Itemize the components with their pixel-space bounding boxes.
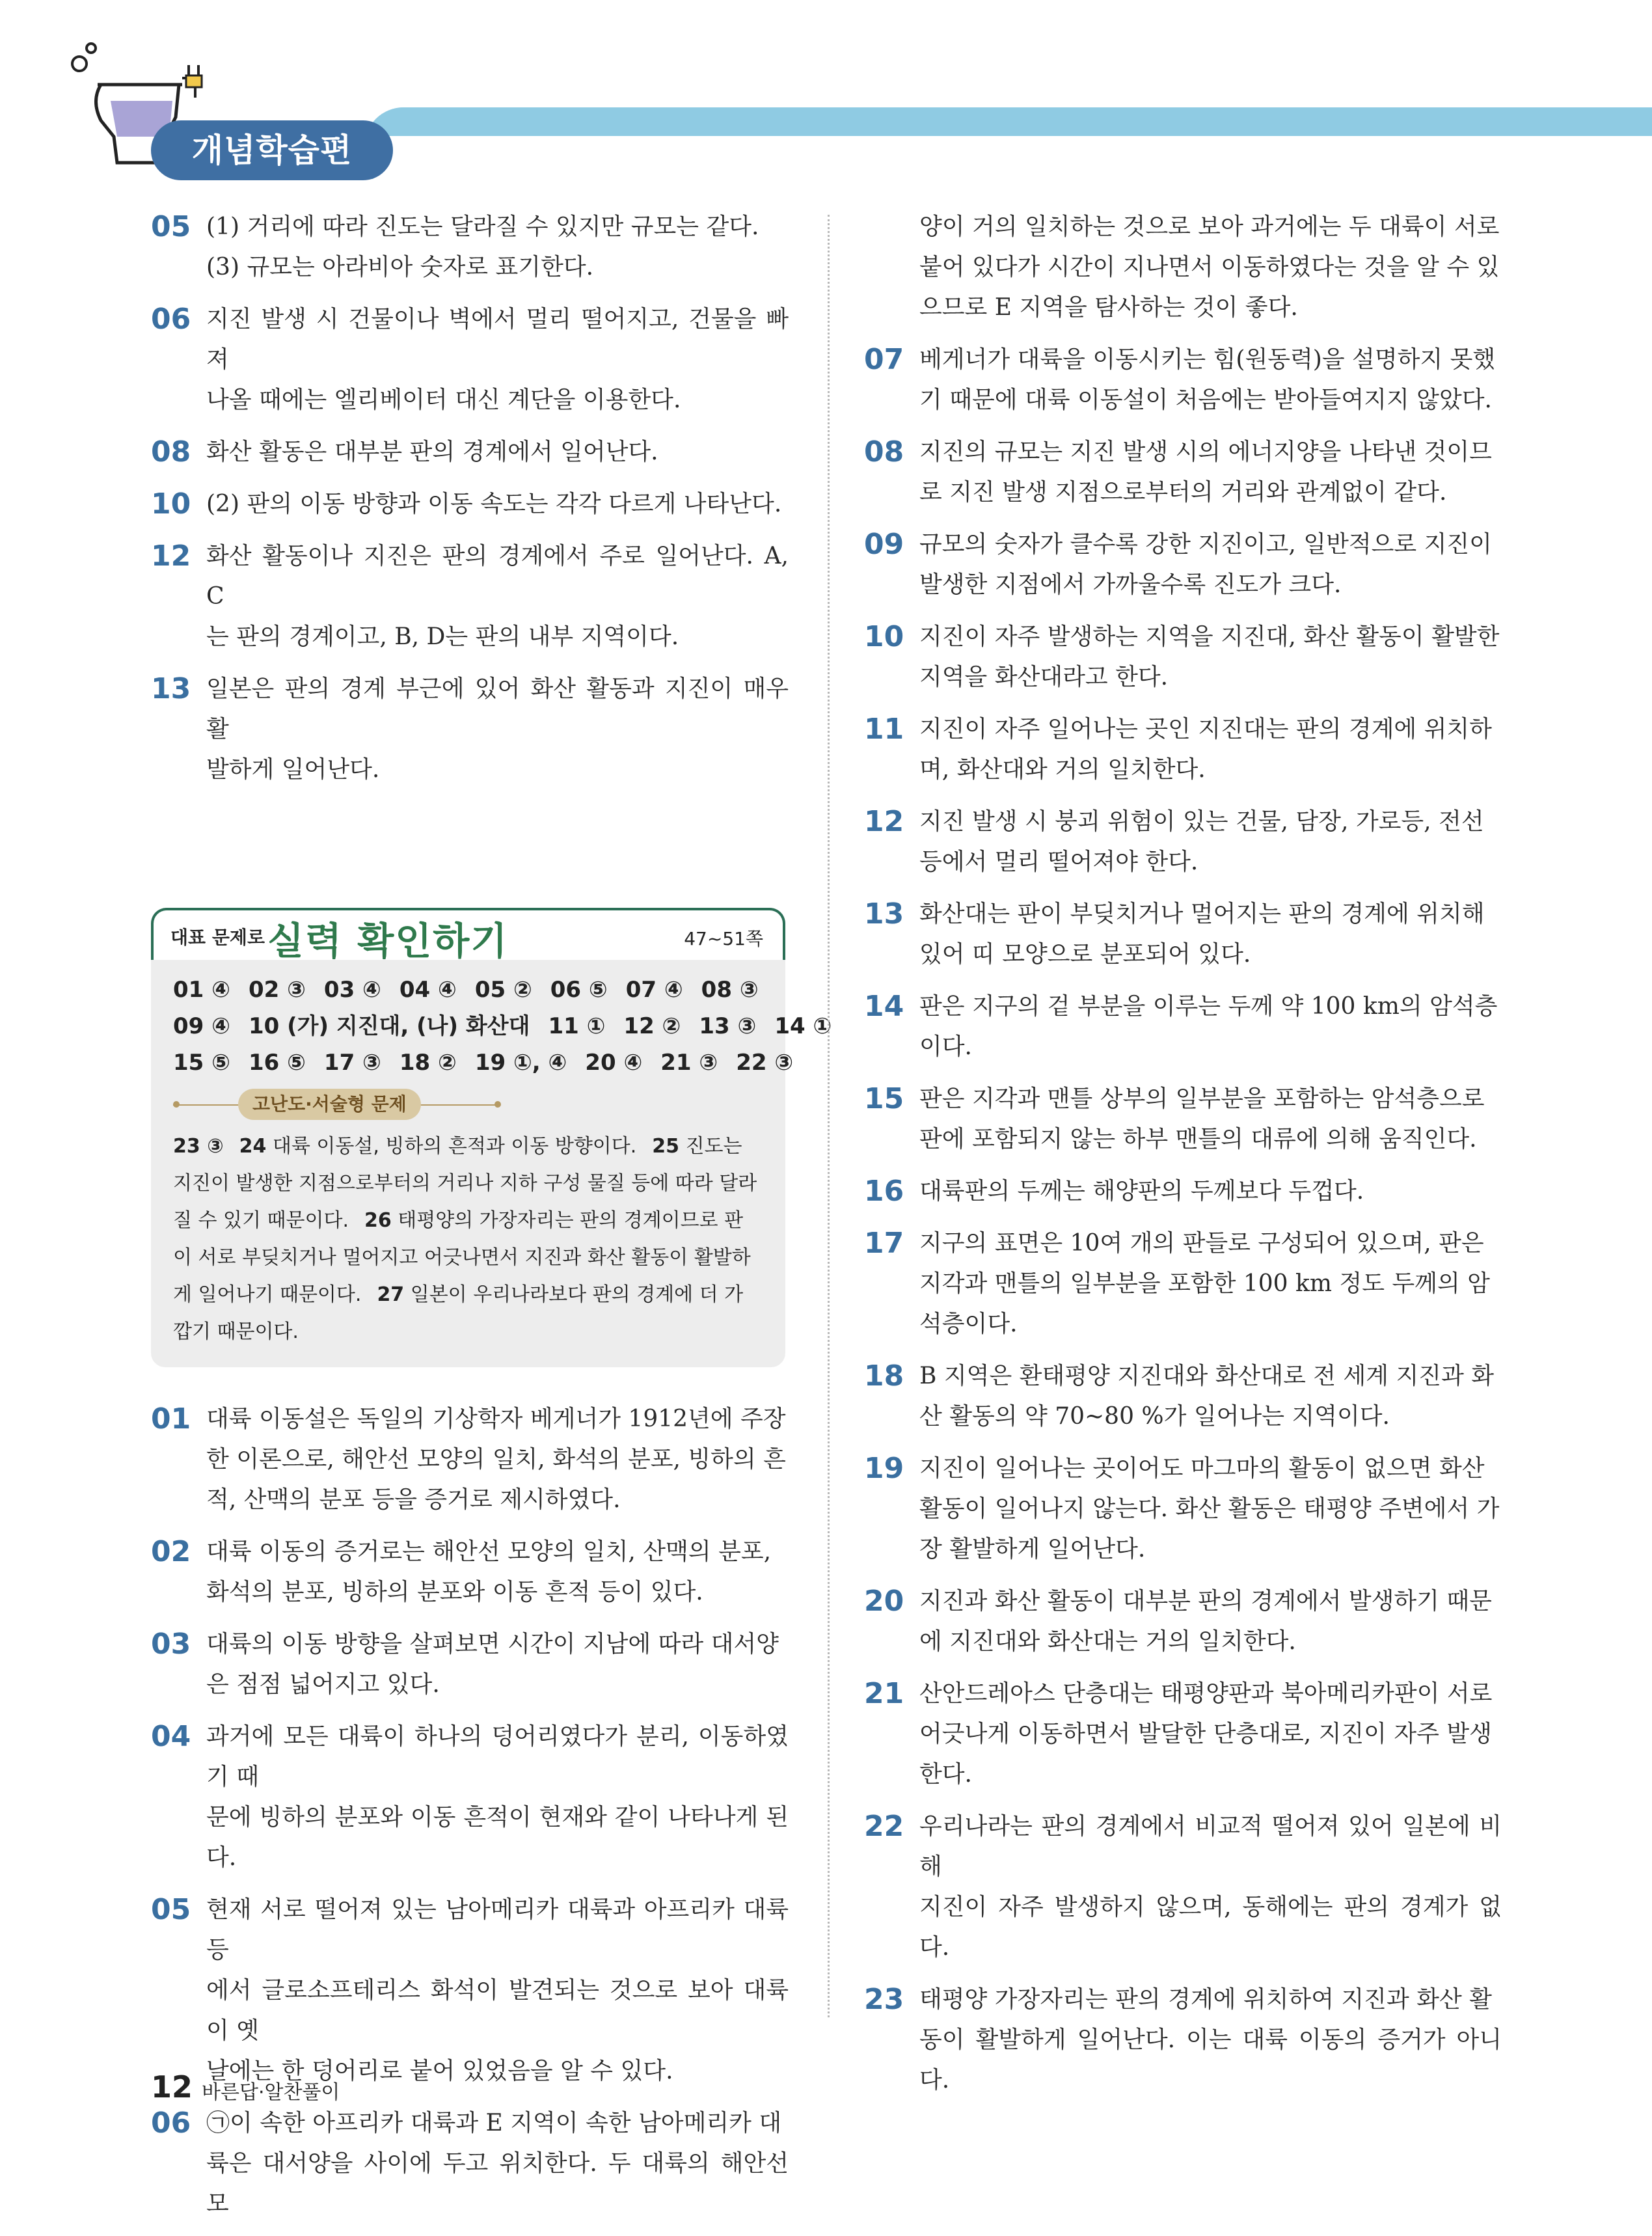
answer-text: [206, 1717, 789, 1878]
answer-key: 13 ③: [699, 1013, 757, 1039]
answer-number: 14: [864, 990, 904, 1023]
answer-number: 12: [151, 539, 191, 573]
answer-text: [206, 299, 789, 420]
answer-text: [919, 340, 1502, 420]
answer-key-row: [173, 1044, 794, 1081]
answer-key: 21 ③: [660, 1050, 718, 1076]
right-answers: [864, 340, 1502, 2101]
answer-key: 08 ③: [701, 977, 759, 1003]
answer-number: 04: [151, 1720, 191, 1753]
answer-line: (1) 거리에 따라 진도는 달라질 수 있지만 규모는 같다.: [206, 213, 759, 240]
answer-key: 17 ③: [323, 1050, 381, 1076]
answer-line: 며, 화산대와 거의 일치한다.: [919, 756, 1206, 783]
descriptive-text: 태평양의 가장자리는 판의 경계이므로 판: [391, 1209, 744, 1232]
answer-item: [864, 340, 1502, 420]
answer-text: [919, 1171, 1502, 1212]
answer-line: 동이 활발하게 일어난다. 이는 대륙 이동의 증거가 아니다.: [919, 2026, 1502, 2093]
advanced-problems-divider: [173, 1085, 766, 1124]
answer-text: [206, 1399, 789, 1520]
left-bottom-answers: [151, 1399, 789, 2236]
answer-line: 지진이 자주 일어나는 곳인 지진대는 판의 경계에 위치하: [919, 716, 1492, 743]
answer-line: 나올 때에는 엘리베이터 대신 계단을 이용한다.: [206, 387, 681, 413]
descriptive-text: 대륙 이동설, 빙하의 흔적과 이동 방향이다.: [266, 1135, 637, 1158]
answer-number: 06: [151, 303, 191, 336]
answer-line: 화산 활동이나 지진은 판의 경계에서 주로 일어난다. A, C: [206, 543, 789, 610]
answer-item: [864, 1980, 1502, 2101]
answer-number: 17: [864, 1227, 904, 1260]
answer-line: 어긋나게 이동하면서 발달한 단층대로, 지진이 자주 발생: [919, 1721, 1492, 1747]
answer-item: [864, 802, 1502, 882]
answer-number: 06: [151, 2106, 191, 2140]
answer-line: 일본은 판의 경계 부근에 있어 화산 활동과 지진이 매우 활: [206, 675, 789, 743]
answer-number: 22: [864, 1810, 904, 1843]
descriptive-text: 깝기 때문이다.: [173, 1320, 299, 1343]
answer-line: 는 판의 경계이고, B, D는 판의 내부 지역이다.: [206, 623, 679, 650]
answer-key: 19 ①, ④: [474, 1050, 567, 1076]
answer-key: 10 (가) 지진대, (나) 화산대: [248, 1013, 530, 1039]
answer-text: [919, 1980, 1502, 2101]
answer-key: 09 ④: [173, 1013, 230, 1039]
answer-line: 으므로 E 지역을 탐사하는 것이 좋다.: [919, 294, 1298, 321]
answer-key: 06 ⑤: [550, 977, 608, 1003]
answer-item: [864, 709, 1502, 790]
answer-item: [151, 299, 789, 420]
descriptive-line: [173, 1239, 766, 1276]
answer-item: [864, 1223, 1502, 1344]
answer-key: 02 ③: [248, 977, 306, 1003]
answer-line: (3) 규모는 아라비아 숫자로 표기한다.: [206, 254, 594, 280]
descriptive-text: 게 일어나기 때문이다.: [173, 1283, 362, 1306]
answer-box-pages: 47~51쪽: [684, 928, 763, 949]
answer-line: 규모의 숫자가 클수록 강한 지진이고, 일반적으로 지진이: [919, 531, 1492, 558]
answer-line: 지구의 표면은 10여 개의 판들로 구성되어 있으며, 판은: [919, 1230, 1484, 1257]
answer-item: [864, 1171, 1502, 1212]
answer-item: [151, 1624, 789, 1705]
right-column: [864, 207, 1502, 2112]
answer-line: 장 활발하게 일어난다.: [919, 1536, 1146, 1562]
answer-number: 16: [864, 1175, 904, 1208]
divider-dot: [494, 1101, 501, 1108]
answer-box-header: [151, 908, 785, 963]
answer-line: 대륙 이동설은 독일의 기상학자 베게너가 1912년에 주장: [206, 1406, 786, 1432]
answer-line: 지각과 맨틀의 일부분을 포함한 100 km 정도 두께의 암: [919, 1270, 1490, 1297]
answer-line: 판에 포함되지 않는 하부 맨틀의 대류에 의해 움직인다.: [919, 1126, 1477, 1152]
answer-number: 02: [151, 1535, 191, 1568]
answer-item: [864, 987, 1502, 1067]
answer-number: 12: [864, 805, 904, 838]
answer-line: 적, 산맥의 분포 등을 증거로 제시하였다.: [206, 1486, 621, 1513]
answer-key: 18 ②: [399, 1050, 457, 1076]
answer-key: 12 ②: [623, 1013, 681, 1039]
answer-number: 05: [151, 210, 191, 243]
answer-item: [151, 1399, 789, 1520]
answer-line: 산안드레아스 단층대는 태평양판과 북아메리카판이 서로: [919, 1680, 1493, 1707]
answer-line: 대륙판의 두께는 해양판의 두께보다 두껍다.: [919, 1178, 1364, 1205]
answer-key: 01 ④: [173, 977, 230, 1003]
answer-line: 에 지진대와 화산대는 거의 일치한다.: [919, 1628, 1296, 1655]
answer-item: [151, 484, 789, 525]
descriptive-line: [173, 1276, 766, 1313]
answer-line: 과거에 모든 대륙이 하나의 덩어리였다가 분리, 이동하였기 때: [206, 1723, 789, 1790]
answer-text: [206, 1624, 789, 1705]
answer-line: 지진의 규모는 지진 발생 시의 에너지양을 나타낸 것이므: [919, 439, 1492, 465]
answer-item: [864, 1079, 1502, 1160]
answer-number: 20: [864, 1585, 904, 1618]
answer-number: 13: [151, 672, 191, 705]
answer-text: [919, 1449, 1502, 1570]
descriptive-text: 지진이 발생한 지점으로부터의 거리나 지하 구성 물질 등에 따라 달라: [173, 1172, 757, 1195]
answer-number: 19: [864, 1452, 904, 1485]
section-label: 개념학습편: [151, 120, 393, 180]
answer-number: 09: [864, 528, 904, 561]
answer-number: 23: [864, 1983, 904, 2016]
answer-item: [864, 432, 1502, 513]
descriptive-line: [173, 1128, 766, 1165]
answer-text: [206, 484, 789, 525]
answer-text: [206, 1532, 789, 1613]
answer-text: [919, 617, 1502, 698]
answer-text: [206, 1890, 789, 2092]
answer-item: [151, 2103, 789, 2224]
answer-line: ㉠이 속한 아프리카 대륙과 E 지역이 속한 남아메리카 대: [206, 2110, 782, 2136]
answer-text: [919, 1807, 1502, 1968]
answer-line: 한 이론으로, 해안선 모양의 일치, 화석의 분포, 빙하의 흔: [206, 1446, 786, 1473]
question-number: 23 ③: [173, 1135, 224, 1158]
answer-text: [919, 802, 1502, 882]
descriptive-text: 일본이 우리나라보다 판의 경계에 더 가: [404, 1283, 744, 1306]
descriptive-line: [173, 1313, 766, 1350]
answer-text: [206, 207, 789, 288]
answer-text: [919, 709, 1502, 790]
answer-key: 20 ④: [585, 1050, 643, 1076]
answer-line: 화석의 분포, 빙하의 분포와 이동 흔적 등이 있다.: [206, 1579, 703, 1605]
continued-text: [919, 207, 1502, 328]
left-top-answers: [151, 207, 789, 802]
question-number: 24: [239, 1135, 267, 1158]
answer-item: [864, 617, 1502, 698]
descriptive-answers: [173, 1128, 766, 1350]
footer-label: 바른답·알찬풀이: [202, 2081, 340, 2104]
answer-key-row: [173, 972, 766, 1008]
answer-line: 지진이 자주 발생하는 지역을 지진대, 화산 활동이 활발한: [919, 623, 1500, 650]
answer-text: [919, 1674, 1502, 1795]
answer-line: 베게너가 대륙을 이동시키는 힘(원동력)을 설명하지 못했: [919, 346, 1496, 373]
page-number: 12: [151, 2069, 193, 2105]
answer-item: [151, 432, 789, 472]
answer-text: [919, 1223, 1502, 1344]
answer-line: 판은 지구의 겉 부분을 이루는 두께 약 100 km의 암석층: [919, 993, 1498, 1020]
answer-line: 등에서 멀리 떨어져야 한다.: [919, 849, 1198, 875]
answer-text: [919, 1581, 1502, 1662]
answer-line: 태평양 가장자리는 판의 경계에 위치하여 지진과 화산 활: [919, 1986, 1492, 2013]
answer-line: 로 지진 발생 지점으로부터의 거리와 관계없이 같다.: [919, 479, 1447, 506]
answer-line: 활동이 일어나지 않는다. 화산 활동은 태평양 주변에서 가: [919, 1495, 1500, 1522]
answer-item: [151, 1890, 789, 2092]
answer-line: 이다.: [919, 1033, 972, 1060]
answer-number: 10: [864, 620, 904, 653]
answer-number: 07: [864, 343, 904, 376]
answer-key: 03 ④: [323, 977, 381, 1003]
answer-line: 한다.: [919, 1761, 972, 1788]
answer-line: 있어 띠 모양으로 분포되어 있다.: [919, 941, 1251, 968]
advanced-problems-tag: 고난도·서술형 문제: [238, 1089, 421, 1120]
answer-box-subtitle: 대표 문제로: [170, 927, 265, 948]
answer-line: 은 점점 넓어지고 있다.: [206, 1671, 440, 1698]
answer-number: 01: [151, 1402, 191, 1436]
answer-text: [206, 2103, 789, 2224]
answer-number: 08: [864, 435, 904, 469]
answer-line: B 지역은 환태평양 지진대와 화산대로 전 세계 지진과 화: [919, 1363, 1495, 1389]
question-number: 25: [652, 1135, 680, 1158]
answer-number: 18: [864, 1359, 904, 1393]
answer-number: 21: [864, 1677, 904, 1710]
question-number: 27: [377, 1283, 405, 1306]
answer-item: [151, 1532, 789, 1613]
answer-line: 화산 활동은 대부분 판의 경계에서 일어난다.: [206, 439, 658, 465]
answer-text: [206, 669, 789, 790]
answer-line: 판은 지각과 맨틀 상부의 일부분을 포함하는 암석층으로: [919, 1085, 1485, 1112]
answer-text: [919, 432, 1502, 513]
answer-line: 륙은 대서양을 사이에 두고 위치한다. 두 대륙의 해안선 모: [206, 2150, 789, 2217]
answer-text: [919, 1356, 1502, 1437]
answer-line: 붙어 있다가 시간이 지나면서 이동하였다는 것을 알 수 있: [919, 254, 1500, 280]
answer-item: [864, 1674, 1502, 1795]
answer-item: [151, 207, 789, 288]
answer-line: 날에는 한 덩어리로 붙어 있었음을 알 수 있다.: [206, 2058, 673, 2084]
answer-number: 05: [151, 1893, 191, 1926]
answer-item: [151, 669, 789, 790]
answer-key: 11 ①: [548, 1013, 606, 1039]
answer-line: 양이 거의 일치하는 것으로 보아 과거에는 두 대륙이 서로: [919, 213, 1500, 240]
answer-number: 03: [151, 1628, 191, 1661]
question-number: 26: [364, 1209, 392, 1232]
answer-box-title: 실력 확인하기: [267, 919, 509, 963]
answer-line: 석층이다.: [919, 1311, 1018, 1337]
column-divider: [828, 215, 830, 2017]
answer-key: 07 ④: [625, 977, 683, 1003]
answer-text: [919, 987, 1502, 1067]
answer-line: 지진 발생 시 건물이나 벽에서 멀리 떨어지고, 건물을 빠져: [206, 306, 789, 373]
answer-line: 화산대는 판이 부딪치거나 멀어지는 판의 경계에 위치해: [919, 901, 1485, 927]
descriptive-text: 진도는: [679, 1135, 742, 1158]
answer-number: 13: [864, 897, 904, 931]
answer-box-body: [151, 960, 832, 1367]
answer-summary-box: [151, 908, 832, 1367]
answer-line: 산 활동의 약 70~80 %가 일어나는 지역이다.: [919, 1403, 1390, 1430]
answer-line: 대륙 이동의 증거로는 해안선 모양의 일치, 산맥의 분포,: [206, 1538, 772, 1565]
descriptive-line: [173, 1202, 766, 1239]
header-decoration-bar: [377, 107, 1652, 136]
answer-number: 11: [864, 713, 904, 746]
answer-item: [864, 1356, 1502, 1437]
answer-item: [864, 1449, 1502, 1570]
answer-item: [864, 1581, 1502, 1662]
answer-line: (2) 판의 이동 방향과 이동 속도는 각각 다르게 나타난다.: [206, 491, 782, 517]
answer-line: 에서 글로소프테리스 화석이 발견되는 것으로 보아 대륙이 옛: [206, 1977, 789, 2044]
answer-line: 발생한 지점에서 가까울수록 진도가 크다.: [919, 571, 1342, 598]
answer-line: 대륙의 이동 방향을 살펴보면 시간이 지남에 따라 대서양: [206, 1631, 779, 1657]
answer-key-row: [173, 1008, 832, 1044]
answer-key: 05 ②: [474, 977, 532, 1003]
answer-line: 지진 발생 시 붕괴 위험이 있는 건물, 담장, 가로등, 전선: [919, 808, 1484, 835]
answer-line: 지진이 자주 발생하지 않으며, 동해에는 판의 경계가 없다.: [919, 1894, 1502, 1961]
answer-text: [206, 536, 789, 657]
answer-text: [919, 894, 1502, 975]
continued-answer: [864, 207, 1502, 328]
answer-number: 08: [151, 435, 191, 469]
answer-item: [864, 525, 1502, 605]
descriptive-text: 질 수 있기 때문이다.: [173, 1209, 349, 1232]
answer-line: 현재 서로 떨어져 있는 남아메리카 대륙과 아프리카 대륙 등: [206, 1896, 789, 1963]
answer-text: [919, 525, 1502, 605]
answer-key: 16 ⑤: [248, 1050, 306, 1076]
answer-line: 지진과 화산 활동이 대부분 판의 경계에서 발생하기 때문: [919, 1588, 1492, 1615]
answer-key: 04 ④: [399, 977, 457, 1003]
answer-item: [864, 1807, 1502, 1968]
answer-line: 문에 빙하의 분포와 이동 흔적이 현재와 같이 나타나게 된다.: [206, 1804, 789, 1871]
answer-line: 발하게 일어난다.: [206, 756, 380, 783]
answer-key-rows: [173, 972, 832, 1081]
answer-item: [864, 894, 1502, 975]
answer-text: [919, 1079, 1502, 1160]
answer-line: 우리나라는 판의 경계에서 비교적 떨어져 있어 일본에 비해: [919, 1813, 1502, 1880]
answer-line: 지진이 일어나는 곳이어도 마그마의 활동이 없으면 화산: [919, 1455, 1485, 1482]
answer-number: 10: [151, 487, 191, 521]
answer-key: 14 ①: [774, 1013, 832, 1039]
answer-number: 15: [864, 1082, 904, 1115]
divider-dot: [173, 1101, 180, 1108]
answer-item: [151, 1717, 789, 1878]
answer-line: 지역을 화산대라고 한다.: [919, 664, 1169, 690]
descriptive-text: 이 서로 부딪치거나 멀어지고 어긋나면서 지진과 화산 활동이 활발하: [173, 1246, 751, 1269]
answer-item: [151, 536, 789, 657]
descriptive-line: [173, 1165, 766, 1202]
answer-key: 15 ⑤: [173, 1050, 230, 1076]
answer-line: 기 때문에 대륙 이동설이 처음에는 받아들여지지 않았다.: [919, 387, 1492, 413]
answer-text: [206, 432, 789, 472]
answer-key: 22 ③: [736, 1050, 794, 1076]
